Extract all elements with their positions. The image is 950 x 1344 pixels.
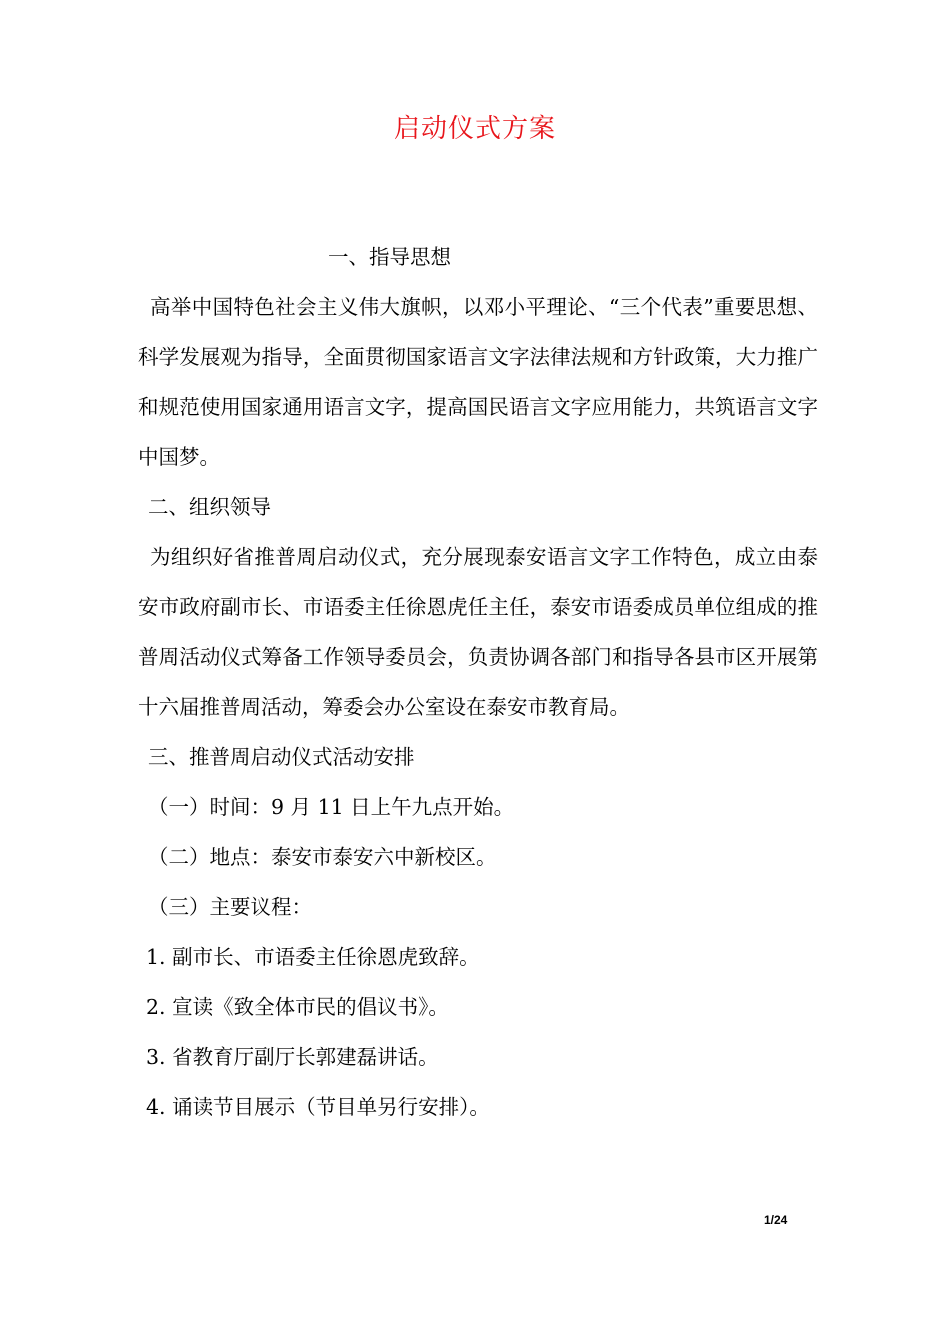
- section-heading-arrangements: 三、推普周启动仪式活动安排: [148, 745, 415, 769]
- item-place: （二）地点：泰安市泰安六中新校区。: [148, 845, 497, 869]
- item-time: （一）时间：9 月 11 日上午九点开始。: [148, 795, 515, 819]
- paragraph-organization: 为组织好省推普周启动仪式，充分展现泰安语言文字工作特色，成立由泰安市政府副市长、市语委主任徐恩虎任主任，泰安市语委成员单位组成的推普周活动仪式筹备工作领导委员会，负责协调各部门和指导各县市区开展第十六届推普周活动，筹委会办公室设在泰安市教育局。: [138, 545, 818, 719]
- page-number: 1/24: [764, 1213, 788, 1227]
- agenda-item-4: 4. 诵读节目展示（节目单另行安排）。: [146, 1095, 490, 1119]
- agenda-item-2: 2. 宣读《致全体市民的倡议书》。: [146, 995, 449, 1019]
- paragraph-guiding-ideology: 高举中国特色社会主义伟大旗帜，以邓小平理论、“三个代表”重要思想、科学发展观为指导，全面贯彻国家语言文字法律法规和方针政策，大力推广和规范使用国家通用语言文字，提高国民语言文字应用能力，共筑语言文字中国梦。: [138, 295, 818, 469]
- agenda-item-3: 3. 省教育厅副厅长郭建磊讲话。: [146, 1045, 439, 1069]
- document-body: [138, 232, 818, 1132]
- document-title: 启动仪式方案: [393, 114, 556, 144]
- section-heading-organization: 二、组织领导: [148, 495, 271, 519]
- item-agenda: （三）主要议程：: [148, 895, 312, 919]
- section-heading-guiding-ideology: 一、指导思想: [328, 245, 451, 269]
- agenda-item-1: 1. 副市长、市语委主任徐恩虎致辞。: [146, 945, 480, 969]
